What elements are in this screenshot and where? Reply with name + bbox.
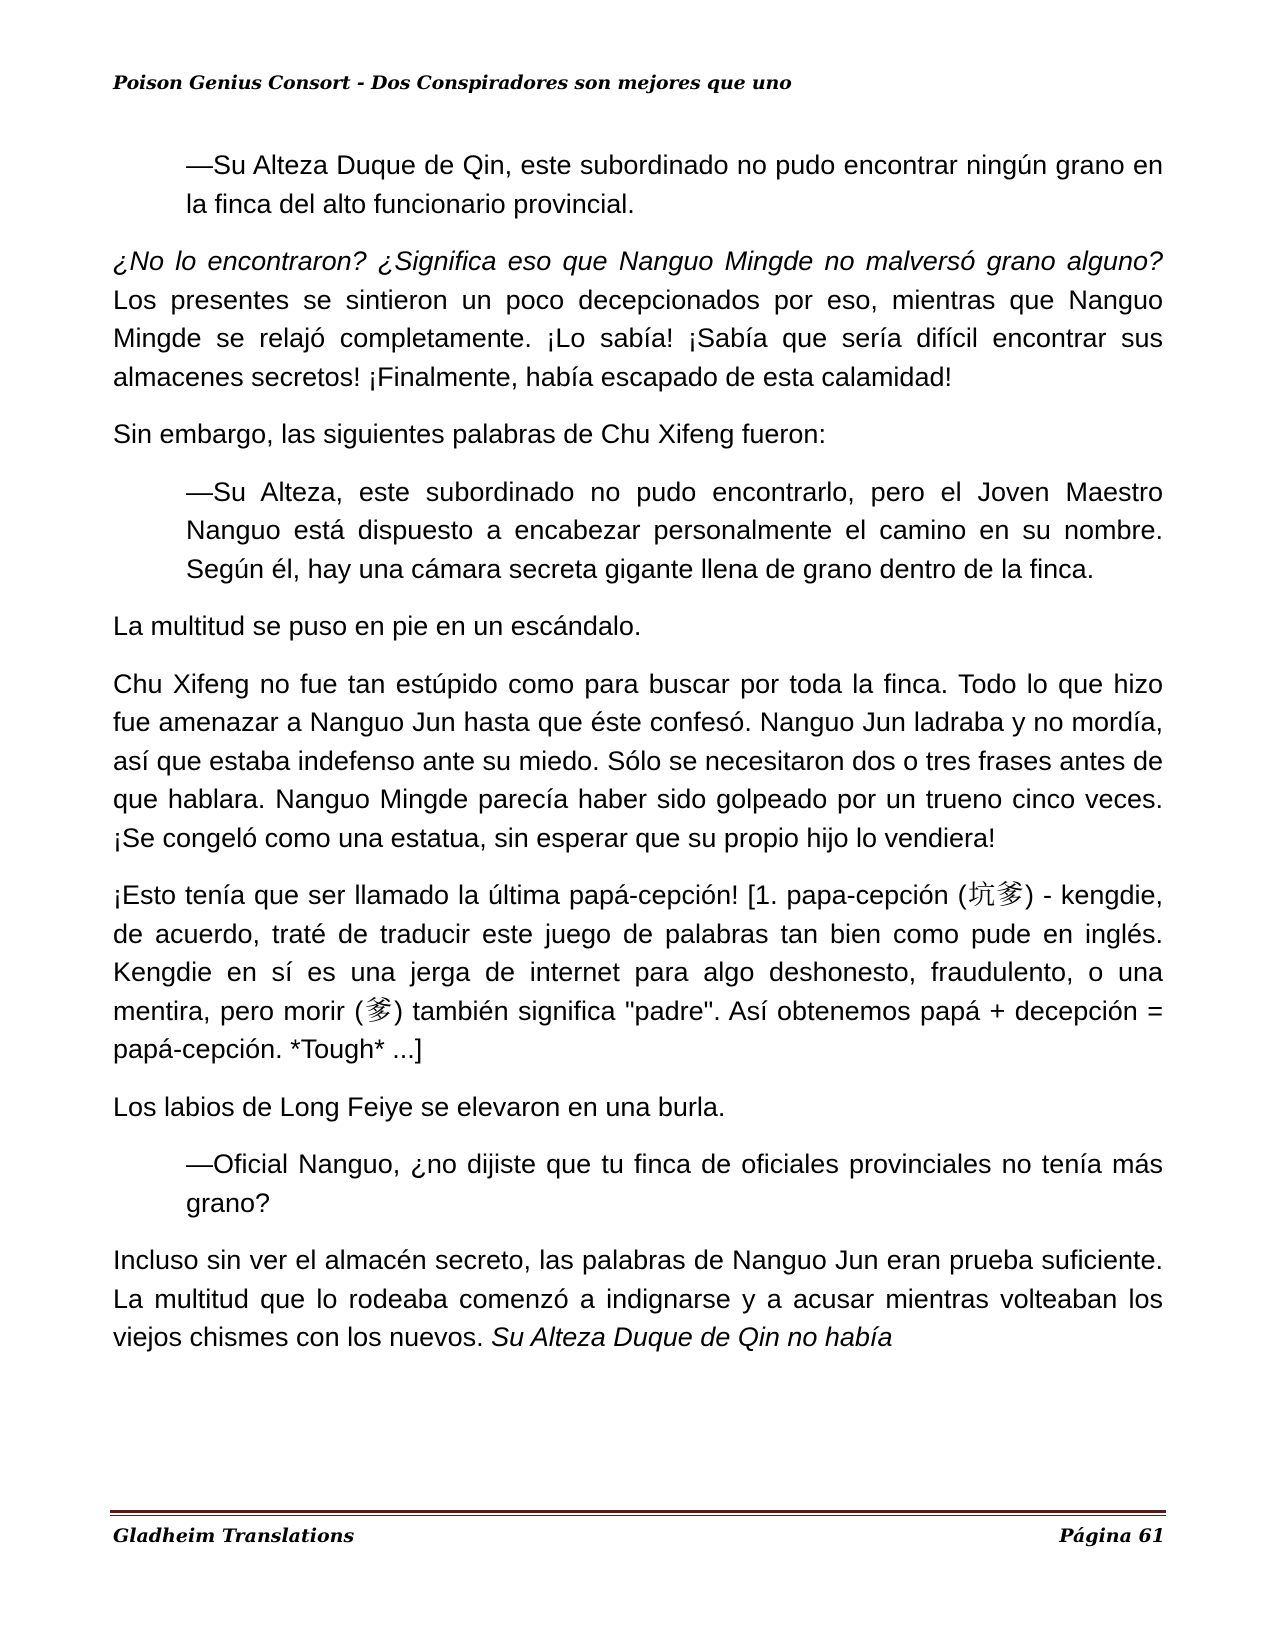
footer-rule-thin — [110, 1515, 1166, 1516]
body-paragraph — [113, 1241, 1163, 1357]
text-run: Sin embargo, las siguientes palabras de Chu Xifeng fueron: — [113, 419, 826, 449]
text-run: La multitud se puso en pie en un escándalo. — [113, 611, 642, 641]
text-run: —Su Alteza Duque de Qin, este subordinado no pudo encontrar ningún grano en la finca del alto funcionario provincial. — [186, 150, 1163, 219]
body-paragraph — [113, 665, 1163, 858]
italic-text-run: Su Alteza Duque de Qin no había — [491, 1322, 893, 1352]
running-header: Poison Genius Consort - Dos Conspiradores son mejores que uno — [113, 72, 792, 94]
text-run: ¡Esto tenía que ser llamado la última papá-cepción! [1. papa-cepción (坑爹) - kengdie, de acuerdo, traté de traducir este juego de palabras tan bien como pude en inglés. Kengdie en sí es una jerga de internet para algo deshonesto, fraudulento, o una mentira, pero morir (爹) también significa "padre". Así obtenemos papá + decepción = papá-cepción. *Tough* ...] — [113, 880, 1163, 1064]
footer-publisher: Gladheim Translations — [113, 1525, 355, 1547]
dialogue-paragraph — [186, 473, 1163, 589]
text-run: Los labios de Long Feiye se elevaron en una burla. — [113, 1091, 726, 1122]
page-number: Página 61 — [1059, 1525, 1165, 1547]
text-run: Chu Xifeng no fue tan estúpido como para buscar por toda la finca. Todo lo que hizo fue amenazar a Nanguo Jun hasta que éste confesó. Nanguo Jun ladraba y no mordía, así que estaba indefenso ante su miedo. Sólo se necesitaron dos o tres frases antes de que hablara. Nanguo Mingde parecía haber sido golpeado por un trueno cinco veces. ¡Se congeló como una estatua, sin esperar que su propio hijo lo vendiera! — [113, 668, 1163, 853]
dialogue-paragraph — [186, 146, 1163, 223]
document-body — [113, 146, 1163, 1376]
text-run: Incluso sin ver el almacén secreto, las palabras de Nanguo Jun eran prueba suficiente. La multitud que lo rodeaba comenzó a indignarse y a acusar mientras volteaban los viejos chismes con los nuevos. — [113, 1245, 1163, 1352]
body-paragraph — [113, 876, 1163, 1069]
footer-rule-thick — [110, 1510, 1166, 1513]
text-run: Los presentes se sintieron un poco decepcionados por eso, mientras que Nanguo Mingde se relajó completamente. ¡Lo sabía! ¡Sabía que sería difícil encontrar sus almacenes secretos! ¡Finalmente, había escapado de esta calamidad! — [113, 284, 1163, 392]
body-paragraph — [113, 1088, 1163, 1127]
body-paragraph — [113, 242, 1163, 396]
body-paragraph — [113, 415, 1163, 454]
text-run: —Su Alteza, este subordinado no pudo encontrarlo, pero el Joven Maestro Nanguo está dispuesto a encabezar personalmente el camino en su nombre. Según él, hay una cámara secreta gigante llena de grano dentro de la finca. — [186, 476, 1163, 584]
body-paragraph — [113, 607, 1163, 646]
text-run: —Oficial Nanguo, ¿no dijiste que tu finca de oficiales provinciales no tenía más grano? — [186, 1149, 1163, 1218]
italic-text-run: ¿No lo encontraron? ¿Significa eso que Nanguo Mingde no malversó grano alguno? — [113, 246, 1163, 276]
footer-rule — [110, 1510, 1166, 1517]
dialogue-paragraph — [186, 1145, 1163, 1222]
